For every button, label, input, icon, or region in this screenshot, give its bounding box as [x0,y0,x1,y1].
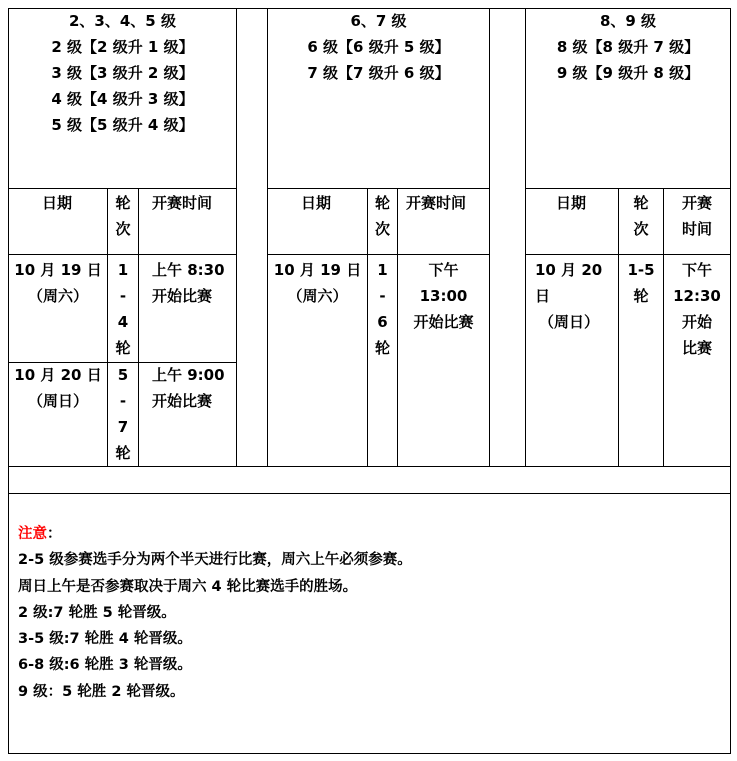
notice-line: 2 级:7 轮胜 5 轮晋级。 [18,604,176,621]
level-item: 9 级【9 级升 8 级】 [556,64,700,82]
session-time [664,257,730,361]
time-text: 12:30 [673,287,721,305]
time-text: 下午 [428,261,459,279]
header-round-label: 次 [115,220,131,238]
group-1-levels [9,8,236,138]
notice-title: 注意 [18,526,47,542]
level-item: 3 级【3 级升 2 级】 [51,64,194,82]
round-text: - [119,392,127,410]
round-text: 轮 [633,287,649,305]
group-3-title: 8、9 级 [599,12,657,30]
round-text: 轮 [115,339,131,357]
header-date-label: 日期 [42,194,73,212]
header-time-label: 开赛 [681,194,712,212]
notice-colon: ： [47,526,62,542]
group-2-title: 6、7 级 [350,12,407,30]
header-round-label: 次 [374,220,390,238]
session-time [398,257,489,335]
notice-line: 6-8 级:6 轮胜 3 轮晋级。 [18,657,192,674]
session-round [108,257,138,361]
round-text: - [379,287,386,305]
round-text: 7 [117,418,129,436]
notice-line: 9 级：5 轮胜 2 轮晋级。 [18,683,185,700]
header-round-label: 轮 [374,194,390,212]
time-text: 比赛 [681,339,712,357]
session-round [619,257,663,309]
date-text: 10 月 20 [535,261,603,279]
notice-line: 3-5 级:7 轮胜 4 轮晋级。 [18,631,192,648]
header-time [152,190,212,216]
time-text: 13:00 [419,287,468,305]
session-date [535,257,618,335]
level-item: 4 级【4 级升 3 级】 [51,90,194,108]
date-text: 日 [535,287,551,305]
header-time-label: 开赛时间 [152,194,213,212]
level-item: 5 级【5 级升 4 级】 [51,116,194,134]
time-text: 上午 9:00 [152,366,225,384]
date-text: 10 月 19 日 [273,261,362,279]
time-text: 开始比赛 [152,287,213,305]
date-text: 10 月 19 日 [14,261,102,279]
notice-line: 2-5 级参赛选手分为两个半天进行比赛，周六上午必须参赛。 [18,552,412,569]
session-date [9,257,107,309]
round-text: 6 [377,313,388,331]
header-time-label: 时间 [681,220,712,238]
session-time [152,257,225,309]
round-text: - [119,287,127,305]
header-round-label: 次 [633,220,649,238]
header-time [664,190,730,242]
header-round [108,190,138,242]
session-date [9,362,107,414]
header-time [406,190,466,216]
group-1-title: 2、3、4、5 级 [69,12,176,30]
date-text: 10 月 20 日 [14,366,102,384]
round-text: 轮 [374,339,390,357]
round-text: 1 [117,261,129,279]
round-text: 轮 [115,444,131,462]
round-text: 1-5 [627,261,655,279]
round-text: 5 [117,366,129,384]
header-date-label: 日期 [301,194,332,212]
session-round [108,362,138,466]
session-date [268,257,367,309]
group-2-levels [268,8,489,86]
level-item: 2 级【2 级升 1 级】 [51,38,194,56]
header-round-label: 轮 [633,194,649,212]
header-round-label: 轮 [115,194,131,212]
header-date-label: 日期 [556,194,587,212]
time-text: 开始比赛 [152,392,213,410]
weekday-text: （周六） [27,287,88,305]
time-text: 开始比赛 [413,313,474,331]
level-item: 8 级【8 级升 7 级】 [556,38,700,56]
weekday-text: （周日） [539,313,600,331]
level-item: 6 级【6 级升 5 级】 [307,38,450,56]
session-round [368,257,397,361]
time-text: 下午 [681,261,712,279]
group-3-levels [526,8,730,86]
header-date [42,190,72,216]
header-date [301,190,331,216]
time-text: 开始 [681,313,712,331]
round-text: 4 [117,313,129,331]
header-round [368,190,397,242]
level-item: 7 级【7 级升 6 级】 [307,64,450,82]
notice-section [18,521,718,705]
header-round [619,190,663,242]
notice-line: 周日上午是否参赛取决于周六 4 轮比赛选手的胜场。 [18,578,358,595]
header-date [556,190,586,216]
round-text: 1 [377,261,388,279]
session-time [152,362,225,414]
header-time-label: 开赛时间 [406,194,467,212]
notice-heading [18,521,718,547]
time-text: 上午 8:30 [152,261,225,279]
weekday-text: （周日） [27,392,88,410]
weekday-text: （周六） [287,287,348,305]
